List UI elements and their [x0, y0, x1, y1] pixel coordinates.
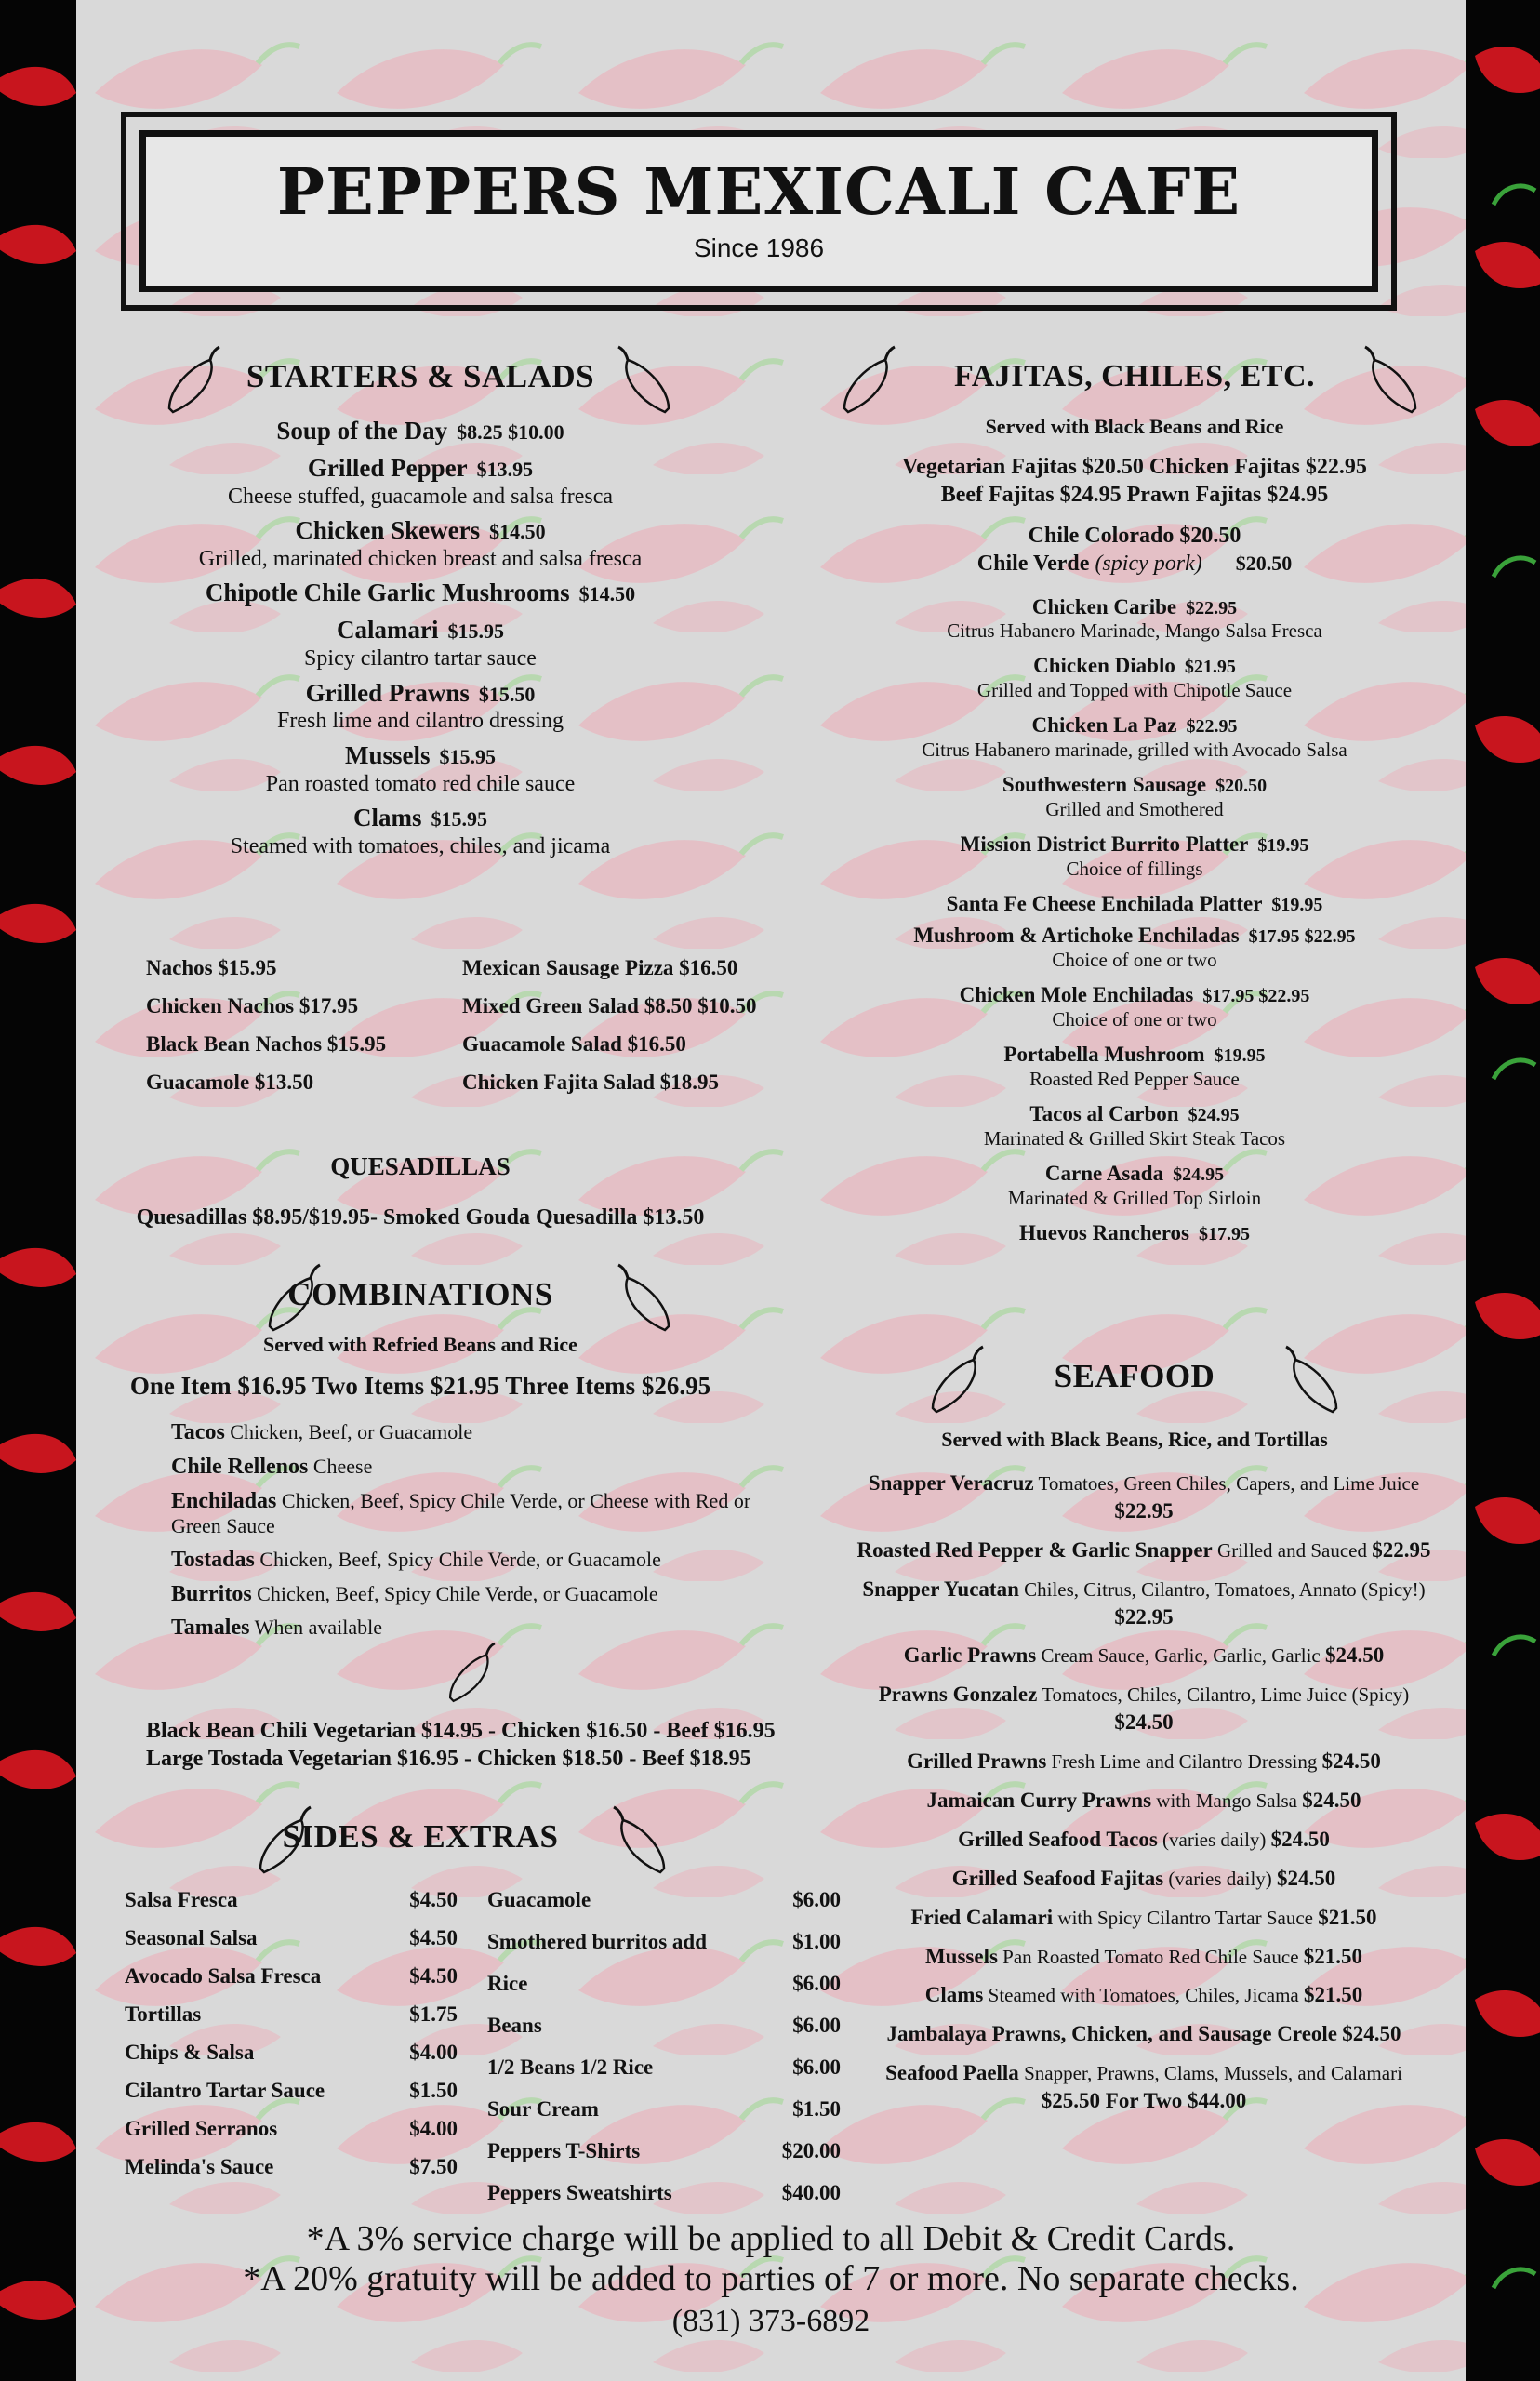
list-item: Tamales When available	[171, 1616, 383, 1641]
list-item: Chicken Fajita Salad $18.95	[462, 1071, 720, 1094]
left-pepper-border	[0, 0, 76, 2381]
restaurant-title: PEPPERS MEXICALI CAFE	[276, 155, 1241, 230]
side-item: Sour Cream $1.50	[487, 2097, 841, 2121]
menu-item: Chicken La Paz $22.95	[1031, 713, 1238, 738]
seafood-item: Snapper Yucatan Chiles, Citrus, Cilantro, Tomatoes, Annato (Spicy!) $22.95	[862, 1576, 1426, 1629]
title-frame	[121, 112, 1397, 311]
seafood-section	[837, 1339, 1432, 1453]
item-description: Grilled and Smothered	[1045, 797, 1224, 820]
list-item: Mexican Sausage Pizza $16.50	[462, 956, 738, 979]
combinations-heading: COMBINATIONS	[287, 1276, 553, 1312]
card-fee-note: *A 3% service charge will be applied to all Debit & Credit Cards.	[306, 2219, 1236, 2258]
menu-item: Clams $15.95	[353, 804, 487, 832]
side-item: Guacamole $6.00	[487, 1888, 841, 1911]
seafood-item: Fried Calamari with Spicy Cilantro Tartar Sauce $21.50	[910, 1905, 1377, 1929]
pepper-border-icon	[0, 0, 76, 2381]
starters-right-list	[462, 956, 806, 1109]
item-description: Choice of one or two	[1052, 949, 1217, 972]
chili-pepper-icon	[1279, 1343, 1344, 1414]
menu-item: Grilled Prawns $15.50	[305, 678, 536, 707]
sides-heading: SIDES & EXTRAS	[282, 1818, 559, 1855]
since-label: Since 1986	[693, 233, 825, 262]
list-item: Guacamole Salad $16.50	[462, 1032, 686, 1056]
seafood-item: Snapper Veracruz Tomatoes, Green Chiles, Capers, and Lime Juice $22.95	[868, 1471, 1420, 1523]
item-description: Fresh lime and cilantro dressing	[277, 709, 564, 734]
seafood-item: Clams Steamed with Tomatoes, Chiles, Jicama $21.50	[924, 1983, 1363, 2007]
seafood-subtitle: Served with Black Beans, Rice, and Tortillas	[941, 1428, 1328, 1451]
chili-pepper-icon	[837, 343, 902, 414]
side-item: Avocado Salsa Fresca $4.50	[125, 1964, 458, 1988]
seafood-item: Roasted Red Pepper & Garlic Snapper Grilled and Sauced $22.95	[856, 1537, 1431, 1562]
menu-item: Chicken Diablo $21.95	[1033, 654, 1236, 678]
chili-tostada-lines	[146, 1717, 797, 1773]
phone-number: (831) 373-6892	[671, 2304, 870, 2339]
sides-left-table	[125, 1888, 458, 2193]
item-description: Steamed with tomatoes, chiles, and jicama	[230, 833, 611, 858]
tostada-line: Large Tostada Vegetarian $16.95 - Chicken $18.50 - Beef $18.95	[146, 1747, 751, 1771]
chili-pepper-icon	[253, 1803, 318, 1874]
menu-item: Mussels $15.95	[344, 740, 496, 769]
side-item: Seasonal Salsa $4.50	[125, 1926, 458, 1949]
chili-pepper-icon	[262, 1261, 327, 1332]
fajitas-heading: FAJITAS, CHILES, ETC.	[953, 359, 1316, 393]
menu-item: Chicken Mole Enchiladas $17.95 $22.95	[959, 983, 1310, 1007]
item-description: Roasted Red Pepper Sauce	[1029, 1067, 1240, 1090]
list-item: Enchiladas Chicken, Beef, Spicy Chile Verde, or Cheese with Red or Green Sauce	[171, 1488, 751, 1538]
list-item: Chicken Nachos $17.95	[146, 994, 359, 1018]
side-item: Chips & Salsa $4.00	[125, 2041, 458, 2064]
sides-section	[113, 1800, 727, 1874]
side-item: Tortillas $1.75	[125, 2002, 458, 2026]
item-description: Marinated & Grilled Skirt Steak Tacos	[983, 1126, 1286, 1150]
seafood-heading: SEAFOOD	[1054, 1358, 1215, 1394]
chili-pepper-icon	[611, 1261, 676, 1332]
starters-left-list	[146, 956, 453, 1109]
menu-item: Tacos al Carbon $24.95	[1029, 1102, 1240, 1125]
fajitas-section	[837, 339, 1432, 1246]
seafood-item: Garlic Prawns Cream Sauce, Garlic, Garlic, Garlic $24.50	[903, 1643, 1385, 1668]
side-item: Salsa Fresca $4.50	[125, 1888, 458, 1911]
seafood-item: Seafood Paella Snapper, Prawns, Clams, Mussels, and Calamari $25.50 For Two $44.00	[885, 2061, 1402, 2113]
chili-pepper-icon	[1358, 343, 1423, 414]
list-item: Nachos $15.95	[146, 956, 277, 979]
seafood-item: Grilled Seafood Fajitas (varies daily) $24.50	[951, 1866, 1336, 1890]
fajitas-line2: Beef Fajitas $24.95 Prawn Fajitas $24.95	[940, 482, 1329, 507]
chili-pepper-icon	[444, 1639, 501, 1704]
item-description: Choice of one or two	[1052, 1008, 1217, 1031]
quesadillas-section	[113, 1151, 727, 1231]
chili-pepper-icon	[925, 1343, 990, 1414]
combinations-section	[113, 1257, 727, 1402]
side-item: Peppers Sweatshirts $40.00	[487, 2181, 841, 2204]
item-description: Citrus Habanero Marinade, Mango Salsa Fresca	[947, 619, 1322, 643]
fajitas-line1: Vegetarian Fajitas $20.50 Chicken Fajitas $22.95	[902, 454, 1367, 479]
sides-right-table	[487, 1888, 841, 2223]
seafood-item: Jamaican Curry Prawns with Mango Salsa $24.50	[926, 1789, 1361, 1813]
menu-item: Mission District Burrito Platter $19.95	[960, 831, 1309, 856]
side-item: Beans $6.00	[487, 2014, 841, 2037]
starters-heading: STARTERS & SALADS	[246, 358, 595, 394]
list-item: Tostadas Chicken, Beef, Spicy Chile Verde, or Guacamole	[171, 1547, 661, 1572]
item-description: Citrus Habanero marinade, grilled with Avocado Salsa	[922, 738, 1348, 761]
menu-item: Southwestern Sausage $20.50	[1002, 773, 1268, 797]
menu-item: Santa Fe Cheese Enchilada Platter $19.95	[946, 891, 1323, 915]
fajitas-subtitle: Served with Black Beans and Rice	[985, 415, 1284, 438]
side-item: Grilled Serranos $4.00	[125, 2117, 458, 2140]
item-description: Choice of fillings	[1066, 857, 1203, 880]
side-item: Peppers T-Shirts $20.00	[487, 2139, 841, 2162]
menu-item: Chipotle Chile Garlic Mushrooms $14.50	[205, 579, 636, 607]
gratuity-note: *A 20% gratuity will be added to parties of 7 or more. No separate checks.	[243, 2258, 1299, 2298]
combinations-subtitle: Served with Refried Beans and Rice	[263, 1333, 578, 1356]
chile-colorado: Chile Colorado $20.50	[1028, 523, 1241, 548]
quesadillas-heading: QUESADILLAS	[330, 1152, 511, 1180]
list-item: Mixed Green Salad $8.50 $10.50	[462, 994, 757, 1018]
chili-line: Black Bean Chili Vegetarian $14.95 - Chicken $16.50 - Beef $16.95	[146, 1719, 776, 1743]
starters-section	[113, 339, 727, 860]
side-item: Rice $6.00	[487, 1972, 841, 1995]
side-item: Cilantro Tartar Sauce $1.50	[125, 2079, 458, 2102]
item-description: Cheese stuffed, guacamole and salsa fresca	[227, 484, 614, 509]
side-item: Smothered burritos add $1.00	[487, 1930, 841, 1953]
seafood-item: Grilled Prawns Fresh Lime and Cilantro Dressing $24.50	[907, 1749, 1381, 1774]
item-description: Spicy cilantro tartar sauce	[304, 645, 537, 671]
item-description: Pan roasted tomato red chile sauce	[265, 771, 576, 796]
menu-item: Huevos Rancheros $17.95	[1019, 1220, 1250, 1244]
seafood-item: Grilled Seafood Tacos (varies daily) $24.50	[958, 1827, 1330, 1851]
item-description: Grilled and Topped with Chipotle Sauce	[976, 679, 1293, 702]
chile-verde: Chile Verde (spicy pork) $20.50	[976, 551, 1293, 576]
combinations-list	[171, 1419, 766, 1649]
menu-item: Carne Asada $24.95	[1044, 1161, 1225, 1185]
list-item: Chile Rellenos Cheese	[171, 1454, 373, 1479]
menu-item: Grilled Pepper $13.95	[307, 453, 534, 482]
list-item: Tacos Chicken, Beef, or Guacamole	[171, 1420, 473, 1444]
seafood-item: Mussels Pan Roasted Tomato Red Chile Sauce $21.50	[924, 1944, 1363, 1968]
item-description: Marinated & Grilled Top Sirloin	[1007, 1186, 1262, 1209]
side-item: 1/2 Beans 1/2 Rice $6.00	[487, 2055, 841, 2079]
list-item: Black Bean Nachos $15.95	[146, 1032, 387, 1056]
menu-item: Soup of the Day $8.25 $10.00	[276, 417, 564, 445]
chili-pepper-icon	[606, 1803, 671, 1874]
menu-item: Chicken Caribe $22.95	[1031, 594, 1238, 619]
list-item: Burritos Chicken, Beef, Spicy Chile Verde, or Guacamole	[171, 1581, 658, 1606]
side-item: Melinda's Sauce $7.50	[125, 2155, 458, 2178]
seafood-item: Prawns Gonzalez Tomatoes, Chiles, Cilantro, Lime Juice (Spicy) $24.50	[878, 1683, 1410, 1735]
chili-pepper-icon	[162, 343, 227, 414]
menu-item: Portabella Mushroom $19.95	[1003, 1043, 1266, 1067]
menu-item: Mushroom & Artichoke Enchiladas $17.95 $22.95	[913, 924, 1356, 948]
combinations-prices: One Item $16.95 Two Items $21.95 Three Items $26.95	[129, 1371, 711, 1400]
seafood-item: Jambalaya Prawns, Chicken, and Sausage Creole $24.50	[886, 2022, 1401, 2046]
quesadillas-line: Quesadillas $8.95/$19.95- Smoked Gouda Quesadilla $13.50	[136, 1204, 705, 1230]
footer	[76, 2219, 1466, 2339]
menu-panel	[76, 0, 1466, 2381]
right-pepper-border	[1466, 0, 1540, 2381]
pepper-border-icon	[1466, 0, 1540, 2381]
seafood-list	[856, 1470, 1432, 2126]
chili-pepper-icon	[611, 343, 676, 414]
item-description: Grilled, marinated chicken breast and salsa fresca	[198, 546, 643, 571]
list-item: Guacamole $13.50	[146, 1071, 314, 1094]
menu-item: Calamari $15.95	[337, 616, 504, 645]
menu-item: Chicken Skewers $14.50	[295, 516, 546, 545]
